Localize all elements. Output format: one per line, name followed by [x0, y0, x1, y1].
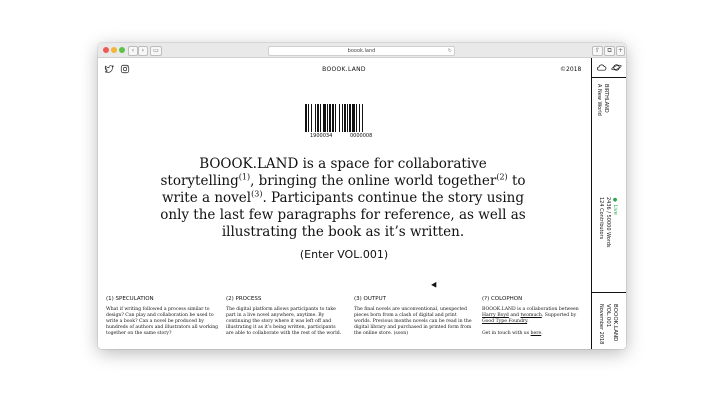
barcode-right-number: 0000008: [350, 133, 373, 139]
site-title[interactable]: BOOOK.LAND: [322, 66, 366, 73]
column-body: The digital platform allows participants to take part in a live novel anywhere, anytime. By continuing the story where it was left off and illustrating it as it’s being written, participants are able to collaborate with the rest of the world.: [226, 307, 342, 336]
column-body: What if writing followed a process similar to design? Can play and collaboration be used to write a book? Can a novel be produced by hundreds of authors and illustrators all working together on the same story?: [106, 307, 219, 336]
footnote-3-ref[interactable]: (3): [251, 189, 263, 199]
tabs-icon[interactable]: ⧉: [604, 46, 615, 56]
column-colophon: [482, 296, 586, 337]
column-speculation: [106, 296, 224, 337]
column-heading: (3) OUTPUT: [354, 296, 386, 302]
volume-brand[interactable]: BOOOK.LAND: [612, 304, 618, 342]
planet-icon[interactable]: [611, 62, 622, 73]
url-text: boook.land: [347, 48, 376, 54]
harry-boyd-link[interactable]: Harry Boyd: [482, 313, 509, 318]
footnote-2-ref[interactable]: (2): [496, 172, 508, 182]
colophon-and: and: [508, 313, 521, 318]
browser-window: [98, 43, 626, 349]
cloud-icon[interactable]: [596, 63, 607, 72]
hero-text-1: BOOOK.LAND is a space for collaborative storytelling: [160, 156, 487, 189]
mouse-cursor-icon: [431, 282, 439, 289]
hero-statement: [158, 156, 528, 241]
hero-text-4: . Participants continue the story using only the last few paragraphs for reference, as well as illustrating the book as it’s written.: [160, 190, 526, 240]
colophon-period: .: [527, 319, 529, 324]
word-count: 2436 / 50000 Words: [605, 197, 611, 248]
good-type-foundry-link[interactable]: Good Type Foundry: [482, 319, 528, 324]
contact-text: Get in touch with us: [482, 331, 531, 336]
column-heading: (1) SPECULATION: [106, 296, 154, 302]
column-output: [354, 296, 472, 337]
footnote-1-ref[interactable]: (1): [238, 172, 251, 182]
barcode-icon: [305, 104, 385, 132]
contact-here-link[interactable]: here: [530, 331, 542, 336]
column-heading: (?) COLOPHON: [482, 296, 523, 302]
column-body: The final novels are unconventional, unexpected pieces born from a clash of digital and print worlds. Previous months novels can be read in the digital library and purchased in printed form from the online store. (soon): [354, 307, 472, 336]
colophon-supported: . Supported by: [541, 313, 577, 318]
barcode-left-number: 1900034: [310, 133, 333, 139]
minimize-window-button[interactable]: [111, 47, 117, 53]
maximize-window-button[interactable]: [119, 47, 125, 53]
column-process: [226, 296, 344, 337]
page-content: [98, 58, 626, 349]
story-subtitle: A New World: [596, 84, 602, 116]
volume-date: November 2018: [598, 304, 604, 345]
column-body: [482, 307, 586, 337]
column-heading: (2) PROCESS: [226, 296, 262, 302]
share-icon[interactable]: ⇧: [592, 46, 603, 56]
hero-text-3: to write a novel: [161, 173, 526, 206]
close-window-button[interactable]: [103, 47, 109, 53]
sidebar-divider: [592, 77, 626, 78]
colophon-text: BOOOK.LAND is a collaboration between: [482, 307, 579, 312]
address-bar[interactable]: [268, 46, 455, 56]
reload-icon[interactable]: ↻: [447, 48, 452, 54]
volume-number: VOL.001: [605, 304, 611, 328]
back-button[interactable]: ‹: [128, 46, 138, 56]
copyright-year: ©2018: [560, 66, 582, 73]
forward-button[interactable]: ›: [138, 46, 148, 56]
twomuch-link[interactable]: twomuch: [520, 313, 542, 318]
volume-sidebar: [591, 58, 626, 349]
story-title[interactable]: BIRTHLAND: [603, 84, 609, 113]
browser-titlebar: [98, 43, 626, 58]
live-status-badge: ● Live: [612, 197, 618, 215]
new-tab-icon[interactable]: +: [617, 47, 624, 54]
contributors-count: 124 Contributors: [598, 197, 604, 240]
hero-text-2: , bringing the online world together: [250, 173, 497, 189]
sidebar-divider: [592, 292, 626, 293]
enter-volume-link[interactable]: (Enter VOL.001): [299, 248, 389, 261]
sidebar-toggle-icon[interactable]: ▭: [150, 46, 162, 56]
contact-period: .: [541, 331, 543, 336]
